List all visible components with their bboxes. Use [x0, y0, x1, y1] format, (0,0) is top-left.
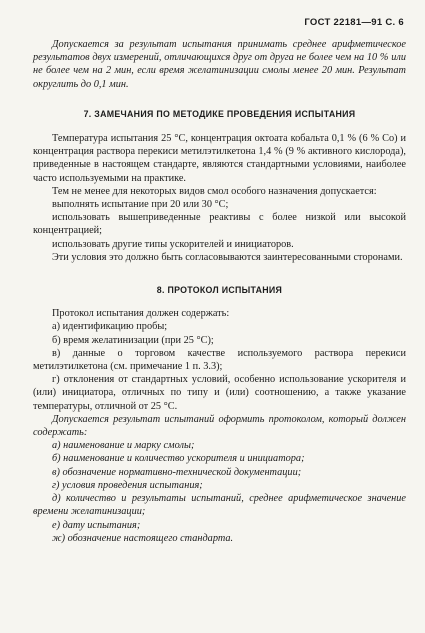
list-item: е) дату испытания;	[52, 519, 141, 531]
section-8-paragraph-2: Допускается результат испытаний оформить протоколом, который должен содержать:	[33, 413, 406, 439]
section-8-list	[33, 320, 406, 412]
list-item: в) обозначение нормативно-технической документации;	[52, 466, 302, 478]
page-content	[33, 38, 406, 545]
list-item: г) условия проведения испытания;	[52, 479, 203, 491]
list-item: г) отклонения от стандартных условий, особенно использование ускорителя и (или) инициатора, отличных по типу и (или) соотношению, а также указание температуры, отличной от 25 °С.	[33, 374, 406, 412]
list-item: а) идентификацию пробы;	[52, 321, 168, 333]
list-item: использовать вышеприведенные реактивы с более низкой или высокой концентрацией;	[33, 212, 406, 237]
list-item: б) время желатинизации (при 25 °С);	[52, 334, 214, 346]
list-item: использовать другие типы ускорителей и инициаторов.	[52, 238, 294, 250]
section-8-title: 8. ПРОТОКОЛ ИСПЫТАНИЯ	[156, 285, 283, 296]
list-item: в) данные о торговом качестве используемого раствора перекиси метилэтилкетона (см. примечание 1 п. 3.3);	[33, 347, 406, 373]
section-8-paragraph-1: Протокол испытания должен содержать:	[52, 308, 230, 320]
section-7-paragraph-3: Эти условия это должно быть согласовываются заинтересованными сторонами.	[52, 251, 403, 263]
page-header: ГОСТ 22181—91 С. 6	[304, 17, 404, 28]
section-7-paragraph-1: Температура испытания 25 °С, концентрация октоата кобальта 0,1 % (6 % Со) и концентрация раствора перекиси метилэтилкетона 1,4 % (9 % активного кислорода), приведенные в настоящем стандарте, являются стандартными условиями, наиболее часто используемыми на практике.	[33, 133, 406, 184]
list-item: б) наименование и количество ускорителя и инициатора;	[52, 453, 305, 465]
section-7-paragraph-2: Тем не менее для некоторых видов смол особого назначения допускается:	[52, 185, 377, 197]
section-8-list-2	[33, 439, 406, 545]
list-item: выполнять испытание при 20 или 30 °С;	[52, 199, 229, 211]
list-item: ж) обозначение настоящего стандарта.	[52, 532, 234, 544]
section-7-list	[33, 198, 406, 251]
section-7-title: 7. ЗАМЕЧАНИЯ ПО МЕТОДИКЕ ПРОВЕДЕНИЯ ИСПЫТАНИЯ	[83, 108, 356, 119]
intro-paragraph: Допускается за результат испытания принимать среднее арифметическое результатов двух измерений, отличающихся друг от друга не более чем на 10 % или не более чем на 2 мин, если время желатинизации смолы менее 20 мин. Результат округлить до 0,1 мин.	[33, 39, 406, 90]
list-item: а) наименование и марку смолы;	[52, 440, 195, 452]
list-item: д) количество и результаты испытаний, среднее арифметическое значение времени желатинизации;	[33, 493, 406, 518]
